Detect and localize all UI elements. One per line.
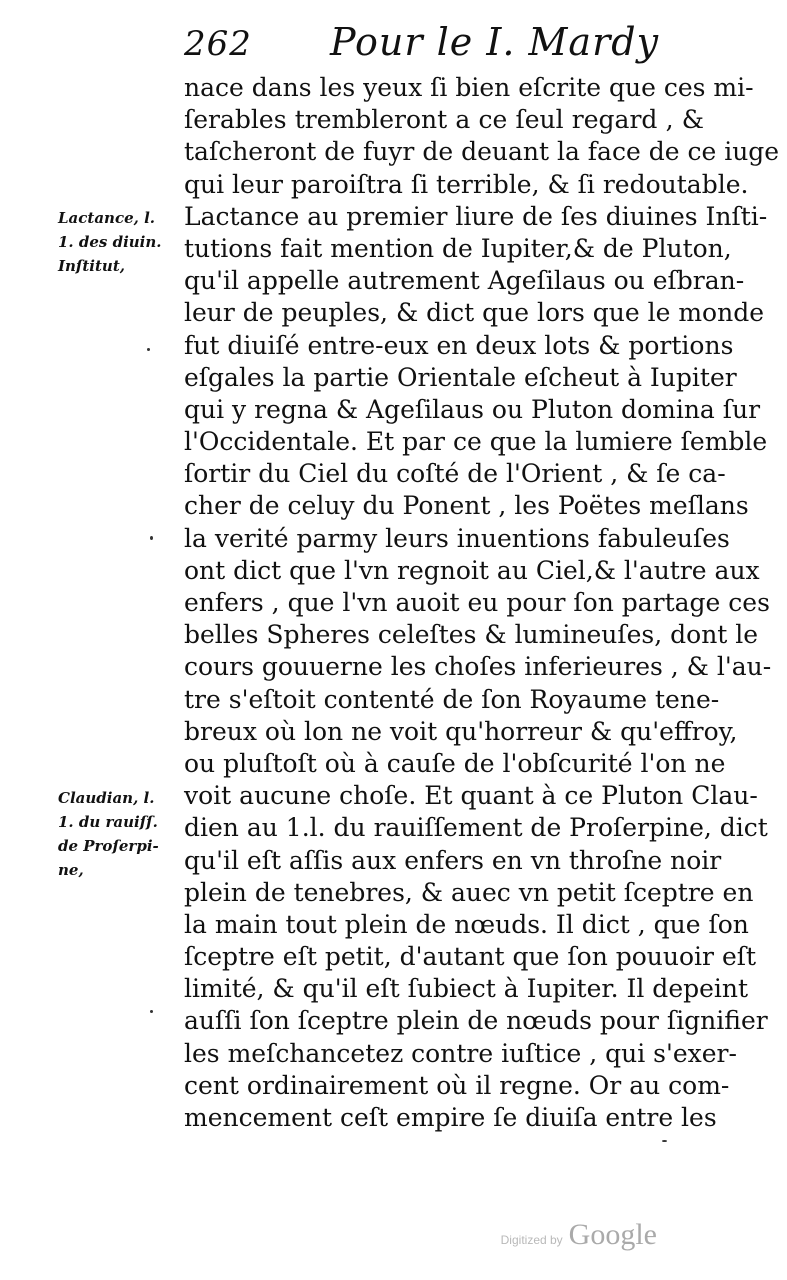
google-logo: Google: [568, 1218, 657, 1251]
scan-speck: [150, 1010, 153, 1013]
text-line: qu'il eſt aſſis aux enfers en vn throſne noir: [184, 845, 722, 875]
text-line: cours gouuerne les choſes inferieures , & l'au-: [184, 652, 772, 682]
text-line: plein de tenebres, & auec vn petit ſceptre en: [184, 877, 754, 907]
text-line: ſerables trembleront a ce ſeul regard , &: [184, 105, 704, 135]
text-line: mencement ceſt empire ſe diuiſa entre les: [184, 1103, 717, 1132]
text-line: tre s'eſtoit contenté de ſon Royaume tene-: [184, 684, 720, 714]
text-line: dien au 1.l. du rauiſſement de Proſerpine, dict: [184, 813, 768, 843]
text-line: breux où lon ne voit qu'horreur & qu'effroy,: [184, 716, 738, 746]
text-line: limité, & qu'il eſt ſubiect à Iupiter. Il depeint: [184, 974, 749, 1004]
running-title: Pour le I. Mardy: [330, 20, 660, 64]
watermark-prefix: Digitized by: [500, 1233, 563, 1247]
text-line: l'Occidentale. Et par ce que la lumiere ſemble: [184, 427, 768, 457]
text-line: belles Spheres celeſtes & lumineuſes, dont le: [184, 620, 759, 650]
marginal-note-lactance: [58, 206, 173, 278]
text-line: ou pluſtoſt où à cauſe de l'obſcurité l'on ne: [184, 748, 726, 778]
text-line: la main tout plein de nœuds. Il dict , que ſon: [184, 909, 749, 939]
text-line: ſceptre eſt petit, d'autant que ſon pouuoir eſt: [184, 942, 757, 972]
text-line: enfers , que l'vn auoit eu pour ſon partage ces: [184, 588, 770, 617]
text-line: qui y regna & Ageſilaus ou Pluton domina ſur: [184, 394, 761, 424]
text-line: tutions fait mention de Iupiter,& de Pluton,: [184, 233, 732, 263]
text-line: ſortir du Ciel du coſté de l'Orient , & ſe ca-: [184, 459, 726, 489]
text-line: cent ordinairement où il regne. Or au com-: [184, 1070, 730, 1100]
marginal-note-line: Claudian, l.: [58, 789, 155, 807]
text-line: taſcheront de fuyr de deuant la face de ce iuge: [184, 137, 780, 167]
scan-speck: [147, 348, 150, 351]
marginal-note-line: ne,: [58, 861, 84, 879]
page-number: 262: [184, 24, 252, 64]
text-line: Lactance au premier liure de ſes diuines Inſti-: [184, 201, 768, 231]
marginal-note-line: 1. du rauiſſ.: [58, 813, 158, 831]
marginal-note-claudian: [58, 786, 173, 882]
running-head: [180, 20, 700, 70]
text-line: qui leur paroiſtra ſi terrible, & ſi redoutable.: [184, 169, 749, 199]
text-line: ont dict que l'vn regnoit au Ciel,& l'autre aux: [184, 555, 760, 585]
text-line: voit aucune choſe. Et quant à ce Pluton Clau-: [184, 781, 758, 811]
marginal-note-line: de Proſerpi-: [58, 837, 159, 855]
scan-speck: [150, 536, 153, 540]
marginal-note-line: 1. des diuin.: [58, 233, 162, 251]
text-line: eſgales la partie Orientale eſcheut à Iupiter: [184, 362, 737, 392]
marginal-note-line: Inſtitut,: [58, 257, 125, 275]
text-line: qu'il appelle autrement Ageſilaus ou eſbran-: [184, 266, 745, 296]
scan-speck: [662, 1140, 667, 1142]
marginal-note-line: Lactance, l.: [58, 209, 155, 227]
text-line: auſſi ſon ſceptre plein de nœuds pour ſignifier: [184, 1006, 768, 1036]
text-line: les meſchancetez contre iuſtice , qui s'exer-: [184, 1038, 737, 1068]
text-line: la verité parmy leurs inuentions fabuleuſes: [184, 523, 730, 553]
text-line: nace dans les yeux ſi bien eſcrite que ces mi-: [184, 73, 754, 102]
text-line: cher de celuy du Ponent , les Poëtes meſlans: [184, 491, 749, 521]
digitized-by-google-watermark: [501, 1218, 657, 1252]
text-line: leur de peuples, & dict que lors que le monde: [184, 298, 765, 328]
text-line: fut diuiſé entre-eux en deux lots & portions: [184, 330, 734, 360]
body-text: [184, 72, 780, 1134]
